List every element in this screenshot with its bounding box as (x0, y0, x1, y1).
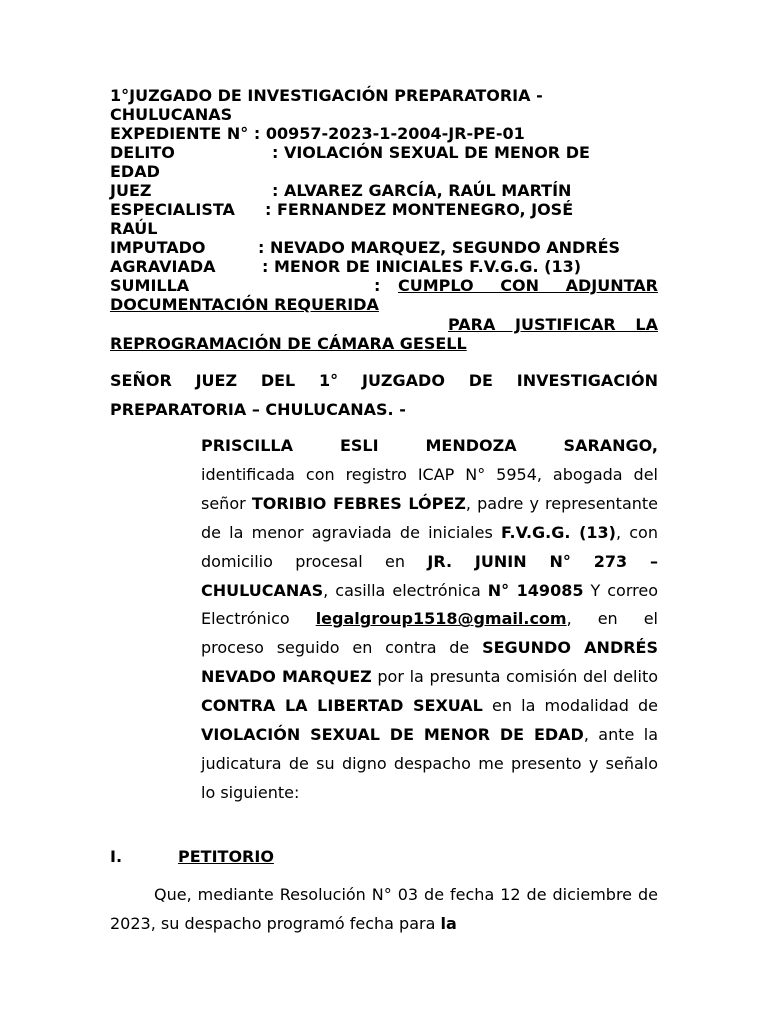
especialista-value-continued: RAÚL (110, 219, 158, 238)
especialista-row (110, 200, 658, 219)
sumilla-label: SUMILLA (110, 276, 190, 295)
juez-value: : ALVAREZ GARCÍA, RAÚL MARTÍN (272, 181, 572, 200)
sumilla-row (110, 276, 658, 295)
addressee: SEÑOR JUEZ DEL 1° JUZGADO DE INVESTIGACIÓN PREPARATORIA – CHULUCANAS. - (110, 371, 658, 419)
delito-value: : VIOLACIÓN SEXUAL DE MENOR DE (272, 143, 590, 162)
petitorio-bold-tail: la (440, 914, 457, 933)
sumilla-text-4: REPROGRAMACIÓN DE CÁMARA GESELL (110, 334, 467, 353)
email-link[interactable]: legalgroup1518@gmail.com (315, 609, 567, 629)
court-name-line2: CHULUCANAS (110, 105, 233, 124)
imputado-value: : NEVADO MARQUEZ, SEGUNDO ANDRÉS (258, 238, 621, 257)
juez-label: JUEZ (110, 181, 152, 200)
intro-text-6: , en el proceso seguido en contra de (201, 609, 658, 658)
intro-text-8: en la modalidad de (482, 696, 659, 716)
expediente-row (110, 124, 658, 143)
sumilla-text-1: CUMPLO CON ADJUNTAR (398, 276, 658, 295)
expediente-label: EXPEDIENTE N° : (110, 124, 261, 143)
client-name: TORIBIO FEBRES LÓPEZ (251, 493, 466, 513)
crime-name: CONTRA LA LIBERTAD SEXUAL (201, 696, 483, 716)
sumilla-row-2 (110, 295, 658, 314)
especialista-value: : FERNANDEZ MONTENEGRO, JOSÉ (265, 200, 574, 219)
sumilla-text-3: PARA JUSTIFICAR LA (448, 315, 658, 334)
expediente-value: 00957-2023-1-2004-JR-PE-01 (265, 124, 525, 143)
intro-text-7: por la presunta comisión del delito (371, 667, 659, 687)
case-header (110, 86, 658, 353)
agraviada-row (110, 257, 658, 276)
sumilla-row-4 (110, 334, 658, 353)
agraviada-label: AGRAVIADA (110, 257, 216, 276)
crime-modality: VIOLACIÓN SEXUAL DE MENOR DE EDAD (201, 725, 584, 745)
intro-text-5: Y correo Electrónico (201, 580, 659, 629)
lawyer-name: PRISCILLA ESLI MENDOZA SARANGO, (201, 436, 658, 455)
electronic-box: N° 149085 (487, 580, 584, 600)
intro-text-9: , ante la judicatura de su digno despacho me presento y señalo lo siguiente: (201, 725, 658, 802)
delito-value-continued: EDAD (110, 162, 160, 181)
petitorio-paragraph (110, 880, 658, 938)
court-name-line1: 1°JUZGADO DE INVESTIGACIÓN PREPARATORIA - (110, 86, 543, 105)
victim-initials: F.V.G.G. (13) (500, 522, 616, 542)
section-heading (110, 845, 658, 869)
sumilla-colon: : (374, 276, 381, 295)
juez-row (110, 181, 658, 200)
agraviada-value: : MENOR DE INICIALES F.V.G.G. (13) (262, 257, 582, 276)
intro-text-4: , casilla electrónica (323, 580, 488, 600)
imputado-label: IMPUTADO (110, 238, 206, 257)
procedural-address: JR. JUNIN N° 273 – CHULUCANAS (201, 551, 658, 600)
intro-text-1: identificada con registro ICAP N° 5954, abogada del señor (201, 464, 658, 513)
delito-row (110, 143, 658, 162)
intro-paragraph (201, 432, 658, 808)
section-number: I. (110, 847, 123, 866)
accused-name: SEGUNDO ANDRÉS NEVADO MARQUEZ (201, 638, 659, 687)
especialista-label: ESPECIALISTA (110, 200, 235, 219)
petitorio-text: Que, mediante Resolución N° 03 de fecha 12 de diciembre de 2023, su despacho programó fecha para (110, 885, 658, 933)
intro-text-3: , con domicilio procesal en (201, 522, 658, 571)
intro-text-2: , padre y representante de la menor agraviada de iniciales (201, 493, 659, 542)
imputado-row (110, 238, 658, 257)
sumilla-spacer (110, 315, 448, 334)
sumilla-text-2: DOCUMENTACIÓN REQUERIDA (110, 295, 379, 314)
section-title: PETITORIO (178, 847, 274, 866)
delito-label: DELITO (110, 143, 175, 162)
sumilla-row-3 (110, 315, 658, 334)
